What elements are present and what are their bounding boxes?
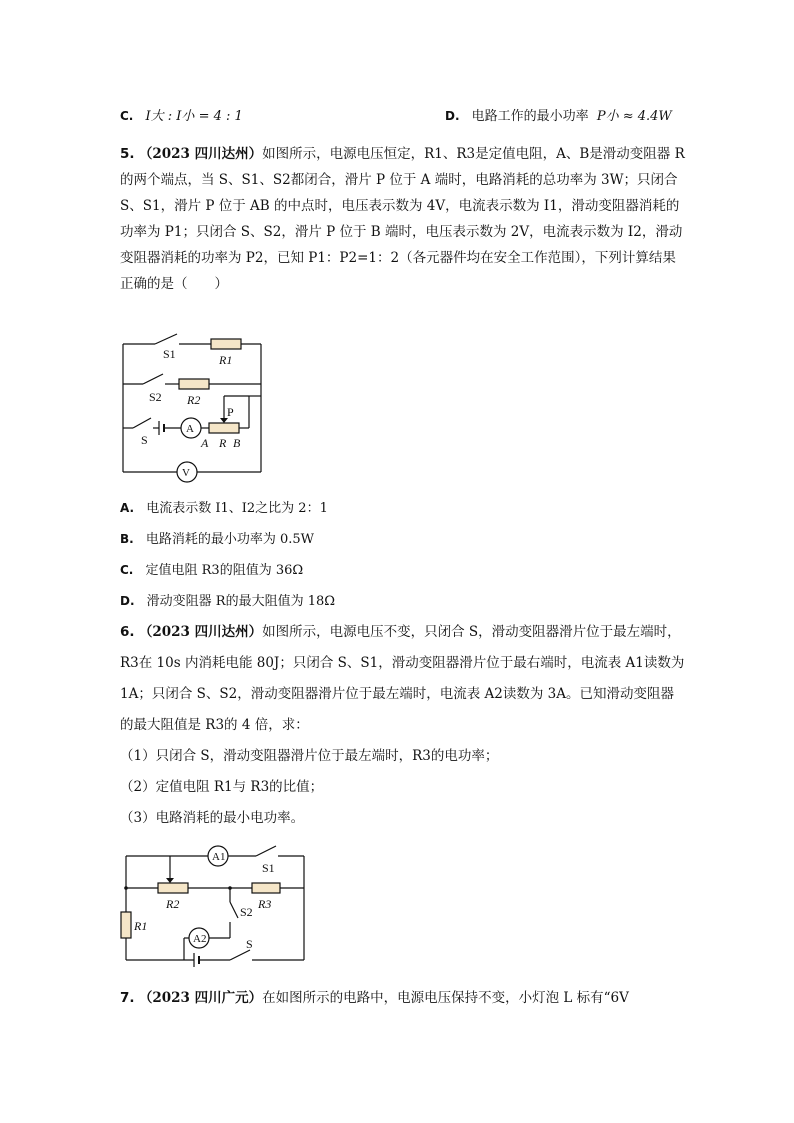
option-text: 电路消耗的最小功率为 0.5W — [145, 532, 315, 547]
option-text: 电路工作的最小功率 — [471, 109, 589, 124]
prev-option-d — [445, 106, 672, 127]
q6-sub-2: （2）定值电阻 R1与 R3的比值； — [120, 779, 324, 795]
question-number: 6. — [120, 624, 135, 640]
label-r3: R3 — [258, 897, 272, 911]
q6-circuit-diagram — [118, 840, 318, 975]
q7-line-1 — [120, 988, 629, 1008]
resistor-r1-icon — [121, 912, 131, 938]
option-text: 滑动变阻器 R的最大阻值为 18Ω — [146, 594, 336, 609]
option-label: D. — [120, 594, 135, 608]
label-a1: A1 — [212, 851, 226, 863]
q6-line-2: R3在 10s 内消耗电能 80J；只闭合 S、S1，滑动变阻器滑片位于最右端时，电流表 A1读数为 — [120, 655, 685, 671]
switch-s1-icon — [155, 334, 177, 344]
label-s1: S1 — [163, 347, 176, 361]
question-source: （2023 四川达州） — [138, 624, 263, 640]
resistor-r1-icon — [211, 339, 241, 349]
rheostat-r-icon — [209, 423, 239, 433]
option-text: 定值电阻 R3的阻值为 36Ω — [145, 563, 304, 578]
label-s2: S2 — [240, 905, 253, 919]
option-text: I大 : I小 = 4 : 1 — [145, 109, 243, 124]
label-b-end: B — [233, 436, 241, 450]
question-source: （2023 四川达州） — [138, 146, 263, 162]
switch-s1-icon — [256, 846, 276, 856]
option-label: C. — [120, 109, 134, 123]
question-number: 5. — [120, 146, 135, 162]
resistor-r2-icon — [179, 379, 209, 389]
label-r2: R2 — [187, 393, 201, 407]
q5-option-a[interactable] — [120, 498, 328, 519]
prev-option-c — [120, 106, 243, 127]
q5-option-d[interactable] — [120, 591, 335, 612]
switch-s2-icon — [230, 902, 238, 918]
option-label: B. — [120, 532, 134, 546]
q5-option-b[interactable] — [120, 529, 314, 550]
q6-line-4: 的最大阻值是 R3的 4 倍，求： — [120, 717, 309, 733]
label-r1: R1 — [134, 919, 148, 933]
question-text: 如图所示，电源电压恒定，R1、R3是定值电阻，A、B是滑动变阻器 R — [262, 146, 685, 162]
label-r2: R2 — [166, 897, 180, 911]
label-s2: S2 — [149, 390, 162, 404]
label-r: R — [219, 436, 227, 450]
label-v: V — [182, 467, 190, 479]
question-text: 在如图所示的电路中，电源电压保持不变，小灯泡 L 标有“6V — [262, 990, 629, 1006]
label-s: S — [141, 433, 148, 447]
switch-s-icon — [230, 950, 250, 960]
q5-option-c[interactable] — [120, 560, 303, 581]
label-s: S — [246, 937, 253, 951]
question-source: （2023 四川广元） — [138, 990, 263, 1006]
label-a: A — [186, 423, 194, 435]
q6-line-1 — [120, 622, 681, 642]
label-a2: A2 — [193, 933, 207, 945]
option-formula: P小 ≈ 4.4W — [596, 109, 672, 124]
q6-sub-3: （3）电路消耗的最小电功率。 — [120, 810, 305, 826]
option-text: 电流表示数 I1、I2之比为 2：1 — [146, 501, 328, 516]
label-p: P — [227, 405, 234, 419]
option-label: C. — [120, 563, 134, 577]
question-text: 如图所示，电源电压不变，只闭合 S，滑动变阻器滑片位于最左端时， — [262, 624, 681, 640]
q5-line-4: 功率为 P1；只闭合 S、S2，滑片 P 位于 B 端时，电压表示数为 2V，电流表示数为 I2，滑动 — [120, 224, 683, 240]
rheostat-r2-icon — [158, 883, 188, 893]
question-number: 7. — [120, 990, 135, 1006]
q5-line-3: S、S1，滑片 P 位于 AB 的中点时，电压表示数为 4V，电流表示数为 I1，滑动变阻器消耗的 — [120, 198, 680, 214]
q6-line-3: 1A；只闭合 S、S2，滑动变阻器滑片位于最左端时，电流表 A2读数为 3A。已知滑动变阻器 — [120, 686, 674, 702]
option-label: A. — [120, 501, 135, 515]
q5-line-6: 正确的是（ ） — [120, 276, 228, 292]
q5-line-1 — [120, 144, 685, 164]
label-r1: R1 — [219, 353, 233, 367]
resistor-r3-icon — [252, 883, 280, 893]
q5-circuit-diagram — [115, 328, 275, 488]
q5-line-2: 的两个端点，当 S、S1、S2都闭合，滑片 P 位于 A 端时，电路消耗的总功率为 3W；只闭合 — [120, 172, 678, 188]
q6-sub-1: （1）只闭合 S，滑动变阻器滑片位于最左端时，R3的电功率； — [120, 748, 499, 764]
option-label: D. — [445, 109, 460, 123]
switch-s2-icon — [143, 374, 163, 384]
label-a-end: A — [201, 436, 209, 450]
switch-s-icon — [133, 418, 151, 428]
q5-line-5: 变阻器消耗的功率为 P2，已知 P1：P2=1：2（各元器件均在安全工作范围），下列计算结果 — [120, 250, 676, 266]
label-s1: S1 — [262, 861, 275, 875]
